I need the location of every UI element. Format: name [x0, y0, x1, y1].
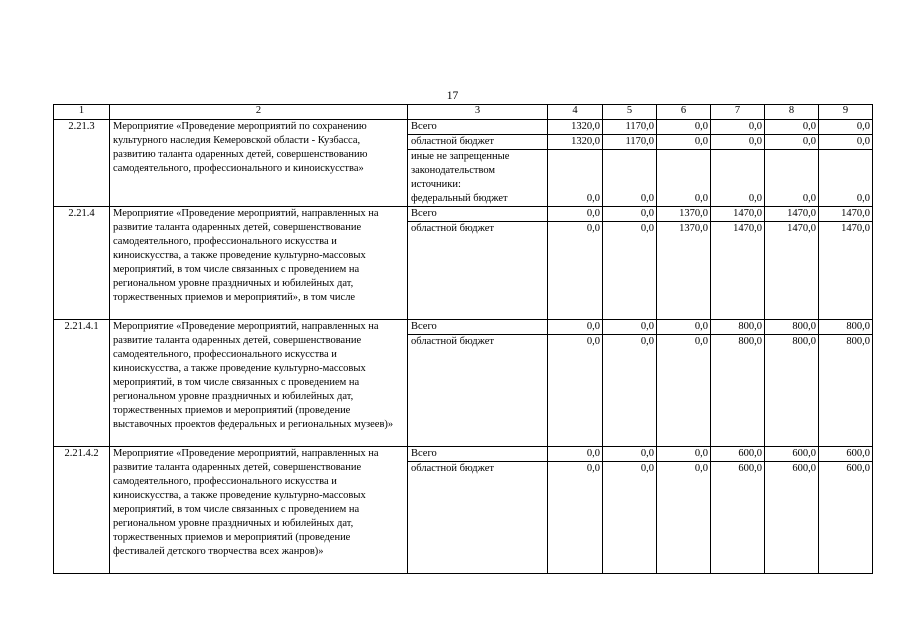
- activity-description: Мероприятие «Проведение мероприятий по сохранению культурного наследия Кемеровской области - Кузбасса, развитию таланта одаренных детей, совершенствованию самодеятельного, профессионального и киноискусства»: [110, 120, 408, 207]
- amount-cell: 0,0: [657, 120, 711, 135]
- page-number: 17: [446, 90, 459, 102]
- amount-cell: 1470,0: [819, 207, 873, 222]
- funding-source: областной бюджет: [408, 222, 548, 320]
- amount-cell: 600,0: [711, 462, 765, 574]
- amount-cell: 0,0: [765, 120, 819, 135]
- amount-cell: 600,0: [765, 447, 819, 462]
- amount-cell: 1470,0: [711, 207, 765, 222]
- header-cell: 6: [657, 105, 711, 120]
- amount-cell: 1470,0: [765, 222, 819, 320]
- amount-cell: 0,0: [548, 320, 603, 335]
- amount-cell: 1370,0: [657, 222, 711, 320]
- amount-cell: 800,0: [711, 335, 765, 447]
- activity-description: Мероприятие «Проведение мероприятий, направленных на развитие таланта одаренных детей, совершенствование самодеятельного, профессионального искусства и киноискусства, а также проведение культурно-массовых мероприятий, в том числе связанных с проведением на региональном уровне праздничных и юбилейных дат, торжественных приемов и мероприятий», в том числе: [110, 207, 408, 320]
- amount-cell: 0,0: [657, 150, 711, 207]
- table-row: [54, 320, 873, 335]
- table-header: [54, 105, 873, 120]
- amount-cell: 1320,0: [548, 120, 603, 135]
- amount-cell: 0,0: [548, 207, 603, 222]
- header-cell: 1: [54, 105, 110, 120]
- amount-cell: 1470,0: [819, 222, 873, 320]
- amount-cell: 0,0: [603, 222, 657, 320]
- amount-cell: 0,0: [765, 135, 819, 150]
- header-cell: 9: [819, 105, 873, 120]
- amount-cell: 0,0: [711, 135, 765, 150]
- header-cell: 2: [110, 105, 408, 120]
- amount-cell: 1170,0: [603, 135, 657, 150]
- amount-cell: 0,0: [765, 150, 819, 207]
- funding-source: Всего: [408, 320, 548, 335]
- header-cell: 7: [711, 105, 765, 120]
- amount-cell: 1320,0: [548, 135, 603, 150]
- amount-cell: 800,0: [819, 335, 873, 447]
- amount-cell: 600,0: [819, 447, 873, 462]
- amount-cell: 800,0: [711, 320, 765, 335]
- funding-source: Всего: [408, 120, 548, 135]
- amount-cell: 0,0: [603, 447, 657, 462]
- amount-cell: 0,0: [657, 447, 711, 462]
- amount-cell: 0,0: [603, 320, 657, 335]
- table-row: [54, 120, 873, 135]
- amount-cell: 0,0: [657, 335, 711, 447]
- amount-cell: 600,0: [711, 447, 765, 462]
- funding-source: иные не запрещенные законодательством источники: федеральный бюджет: [408, 150, 548, 207]
- row-number: 2.21.4.2: [54, 447, 110, 574]
- funding-source: Всего: [408, 207, 548, 222]
- funding-source: Всего: [408, 447, 548, 462]
- amount-cell: 1170,0: [603, 120, 657, 135]
- amount-cell: 0,0: [603, 150, 657, 207]
- amount-cell: 0,0: [657, 320, 711, 335]
- amount-cell: 0,0: [819, 120, 873, 135]
- amount-cell: 800,0: [765, 320, 819, 335]
- funding-source: областной бюджет: [408, 462, 548, 574]
- activity-description: Мероприятие «Проведение мероприятий, направленных на развитие таланта одаренных детей, совершенствование самодеятельного, профессионального искусства и киноискусства, а также проведение культурно-массовых мероприятий, в том числе связанных с проведением на региональном уровне праздничных и юбилейных дат, торжественных приемов и мероприятий (проведение фестивалей детского творчества всех жанров)»: [110, 447, 408, 574]
- header-cell: 3: [408, 105, 548, 120]
- table-row: [54, 207, 873, 222]
- table-row: [54, 447, 873, 462]
- amount-cell: 0,0: [657, 135, 711, 150]
- funding-source: областной бюджет: [408, 135, 548, 150]
- funding-source: областной бюджет: [408, 335, 548, 447]
- amount-cell: 0,0: [711, 120, 765, 135]
- budget-table: [53, 104, 873, 574]
- amount-cell: 0,0: [548, 335, 603, 447]
- row-number: 2.21.4: [54, 207, 110, 320]
- header-cell: 5: [603, 105, 657, 120]
- amount-cell: 800,0: [765, 335, 819, 447]
- row-number: 2.21.3: [54, 120, 110, 207]
- row-number: 2.21.4.1: [54, 320, 110, 447]
- amount-cell: 1470,0: [765, 207, 819, 222]
- amount-cell: 0,0: [548, 150, 603, 207]
- amount-cell: 0,0: [603, 462, 657, 574]
- amount-cell: 0,0: [711, 150, 765, 207]
- amount-cell: 800,0: [819, 320, 873, 335]
- amount-cell: 0,0: [603, 207, 657, 222]
- amount-cell: 0,0: [548, 447, 603, 462]
- amount-cell: 0,0: [657, 462, 711, 574]
- amount-cell: 0,0: [819, 135, 873, 150]
- amount-cell: 0,0: [548, 222, 603, 320]
- header-row: [54, 105, 873, 120]
- amount-cell: 1370,0: [657, 207, 711, 222]
- amount-cell: 600,0: [765, 462, 819, 574]
- amount-cell: 0,0: [603, 335, 657, 447]
- table-body: [54, 120, 873, 574]
- header-cell: 4: [548, 105, 603, 120]
- amount-cell: 600,0: [819, 462, 873, 574]
- amount-cell: 1470,0: [711, 222, 765, 320]
- activity-description: Мероприятие «Проведение мероприятий, направленных на развитие таланта одаренных детей, совершенствование самодеятельного, профессионального искусства и киноискусства, а также проведение культурно-массовых мероприятий, в том числе связанных с проведением на региональном уровне праздничных и юбилейных дат, торжественных приемов и мероприятий (проведение выставочных проектов федеральных и региональных музеев)»: [110, 320, 408, 447]
- amount-cell: 0,0: [819, 150, 873, 207]
- amount-cell: 0,0: [548, 462, 603, 574]
- header-cell: 8: [765, 105, 819, 120]
